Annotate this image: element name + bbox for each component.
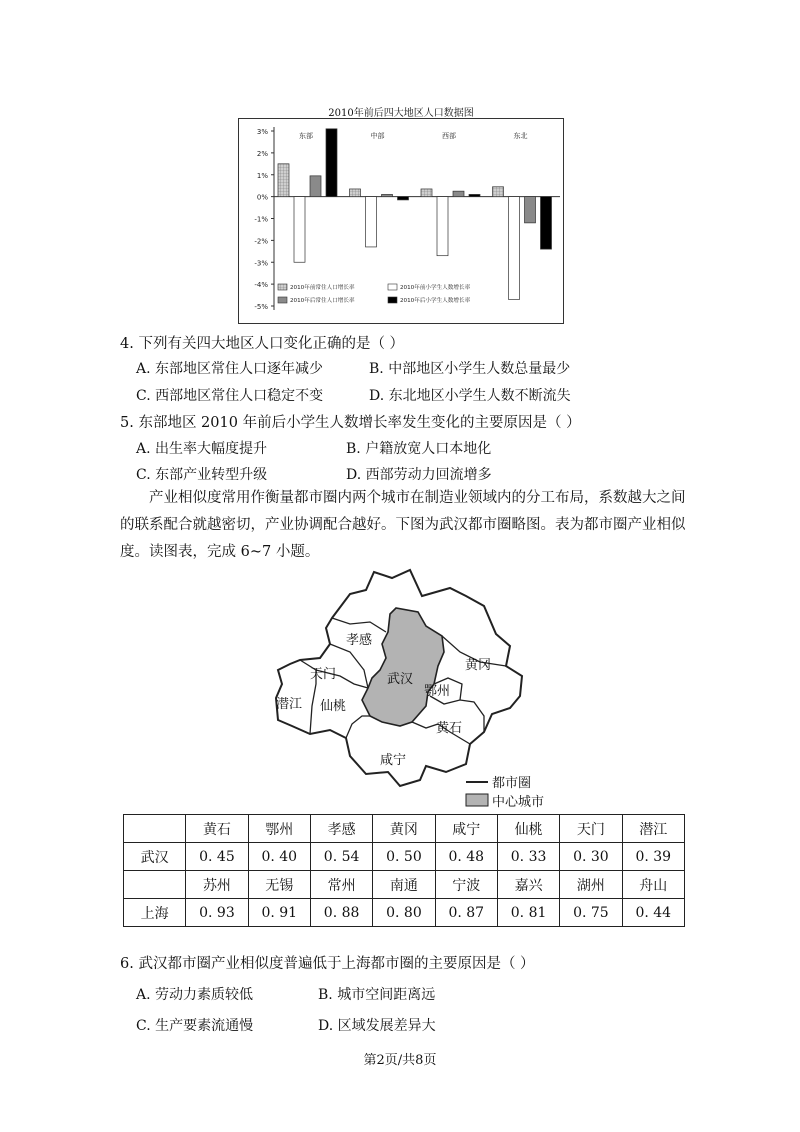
table-cell: 0. 44 <box>622 899 684 927</box>
bar <box>469 194 480 196</box>
y-tick-label: 0% <box>256 193 268 202</box>
y-tick-label: -1% <box>254 215 268 224</box>
y-tick-label: -4% <box>254 281 268 290</box>
table-cell: 0. 45 <box>186 843 248 871</box>
table-cell: 0. 48 <box>435 843 497 871</box>
table-header-cell: 无锡 <box>248 871 310 899</box>
bar <box>437 197 448 256</box>
table-row-label: 上海 <box>124 899 186 927</box>
table-row-label: 武汉 <box>124 843 186 871</box>
map-label-xiantao: 仙桃 <box>320 699 347 714</box>
q6-option-d: D. 区域发展差异大 <box>318 1018 436 1034</box>
intro-paragraph: 产业相似度常用作衡量都市圈内两个城市在制造业领域内的分工布局，系数越大之间的联系配合就越密切，产业协调配合越好。下图为武汉都市圈略图。表为都市圈产业相似度。读图表，完成 6~7 小题。 <box>120 490 686 560</box>
table-row <box>124 843 685 871</box>
q6-stem: 6. 武汉都市圈产业相似度普遍低于上海都市圈的主要原因是（ ） <box>120 956 535 972</box>
table-cell: 0. 33 <box>497 843 559 871</box>
table-corner <box>124 815 186 843</box>
bar <box>350 189 361 197</box>
category-label: 中部 <box>370 132 385 140</box>
boundary-huangshi <box>460 700 484 732</box>
wuhan-metro-map <box>270 566 560 810</box>
wuhan-region <box>362 608 444 726</box>
q4-option-b: B. 中部地区小学生人数总量最少 <box>369 361 571 377</box>
boundary-xiantao <box>346 716 370 738</box>
y-tick-label: -2% <box>254 237 268 246</box>
bar <box>382 194 393 196</box>
y-tick-label: 1% <box>256 171 268 180</box>
q4-option-c: C. 西部地区常住人口稳定不变 <box>136 388 324 404</box>
y-tick-label: -5% <box>254 303 268 311</box>
map-label-xianning: 咸宁 <box>380 753 407 768</box>
population-bar-chart <box>238 98 564 324</box>
table-cell: 0. 54 <box>310 843 372 871</box>
table-header-cell: 宁波 <box>435 871 497 899</box>
table-header-cell: 常州 <box>310 871 372 899</box>
q4-option-d: D. 东北地区小学生人数不断流失 <box>369 388 571 404</box>
q6-option-c: C. 生产要素流通慢 <box>136 1018 254 1034</box>
table-header-cell: 天门 <box>560 815 622 843</box>
table-header-cell: 舟山 <box>622 871 684 899</box>
chart-title: 2010年前后四大地区人口数据图 <box>328 108 474 119</box>
table-cell: 0. 80 <box>373 899 435 927</box>
q5-option-a: A. 出生率大幅度提升 <box>136 441 268 457</box>
category-label: 东部 <box>299 132 313 140</box>
table-header-cell: 湖州 <box>560 871 622 899</box>
q6-option-a: A. 劳动力素质较低 <box>136 987 254 1003</box>
bar <box>421 189 432 197</box>
table-header-cell: 嘉兴 <box>497 871 559 899</box>
legend-label: 2010年前小学生人数增长率 <box>400 285 471 291</box>
table-header-cell: 黄冈 <box>373 815 435 843</box>
legend-swatch <box>388 297 397 303</box>
table-header-cell: 南通 <box>373 871 435 899</box>
table-cell: 0. 88 <box>310 899 372 927</box>
bar <box>453 191 464 196</box>
category-label: 东北 <box>513 132 528 140</box>
q5-option-d: D. 西部劳动力回流增多 <box>346 467 492 483</box>
table-row <box>124 899 685 927</box>
map-label-tianmen: 天门 <box>310 667 337 682</box>
table-cell: 0. 50 <box>373 843 435 871</box>
y-tick-label: 3% <box>256 128 268 136</box>
bar <box>398 197 409 200</box>
q5-option-b: B. 户籍放宽人口本地化 <box>346 441 492 457</box>
table-cell: 0. 75 <box>560 899 622 927</box>
legend-label: 2010年后常住人口增长率 <box>290 298 355 304</box>
table-corner <box>124 871 186 899</box>
legend-label: 2010年前常住人口增长率 <box>290 285 355 291</box>
bar <box>326 129 337 197</box>
map-label-xiaogan: 孝感 <box>346 633 373 648</box>
y-tick-label: 2% <box>256 149 268 158</box>
table-header-cell: 孝感 <box>310 815 372 843</box>
q6-option-b: B. 城市空间距离远 <box>318 987 436 1003</box>
table-cell: 0. 81 <box>497 899 559 927</box>
table-cell: 0. 91 <box>248 899 310 927</box>
bar <box>493 187 504 197</box>
y-tick-label: -3% <box>254 259 268 268</box>
legend-label: 2010年后小学生人数增长率 <box>400 298 471 304</box>
bar <box>278 164 289 197</box>
table-header-cell: 鄂州 <box>248 815 310 843</box>
bar <box>294 197 305 263</box>
table-cell: 0. 30 <box>560 843 622 871</box>
q4-option-a: A. 东部地区常住人口逐年减少 <box>136 361 324 377</box>
map-label-wuhan: 武汉 <box>387 672 414 687</box>
table-row <box>124 815 685 843</box>
table-cell: 0. 87 <box>435 899 497 927</box>
table-cell: 0. 39 <box>622 843 684 871</box>
boundary-xiaogan <box>332 618 386 632</box>
category-label: 西部 <box>442 132 456 140</box>
map-label-qianjiang: 潜江 <box>276 697 303 712</box>
legend-center-swatch <box>466 794 488 806</box>
table-header-cell: 仙桃 <box>497 815 559 843</box>
page-footer: 第2页/共8页 <box>363 1053 437 1068</box>
table-cell: 0. 93 <box>186 899 248 927</box>
table-row <box>124 871 685 899</box>
map-label-ezhou: 鄂州 <box>424 684 451 699</box>
table-header-cell: 苏州 <box>186 871 248 899</box>
map-label-huanggang: 黄冈 <box>465 658 492 673</box>
map-label-huangshi: 黄石 <box>436 721 463 736</box>
bar <box>310 176 321 197</box>
table-cell: 0. 40 <box>248 843 310 871</box>
q4-stem: 4. 下列有关四大地区人口变化正确的是（ ） <box>120 336 405 352</box>
table-header-cell: 潜江 <box>622 815 684 843</box>
q5-option-c: C. 东部产业转型升级 <box>136 467 268 483</box>
bar <box>509 197 520 300</box>
bar <box>525 197 536 223</box>
bar <box>541 197 552 250</box>
bar <box>366 197 377 247</box>
table-header-cell: 黄石 <box>186 815 248 843</box>
legend-metro-label: 都市圈 <box>492 776 532 791</box>
legend-swatch <box>388 284 397 290</box>
legend-center-label: 中心城市 <box>492 795 545 810</box>
population-chart <box>238 98 564 324</box>
q5-stem: 5. 东部地区 2010 年前后小学生人数增长率发生变化的主要原因是（ ） <box>120 415 581 431</box>
legend-swatch <box>278 297 287 303</box>
table-header-cell: 咸宁 <box>435 815 497 843</box>
similarity-table <box>123 814 685 927</box>
legend-swatch <box>278 284 287 290</box>
